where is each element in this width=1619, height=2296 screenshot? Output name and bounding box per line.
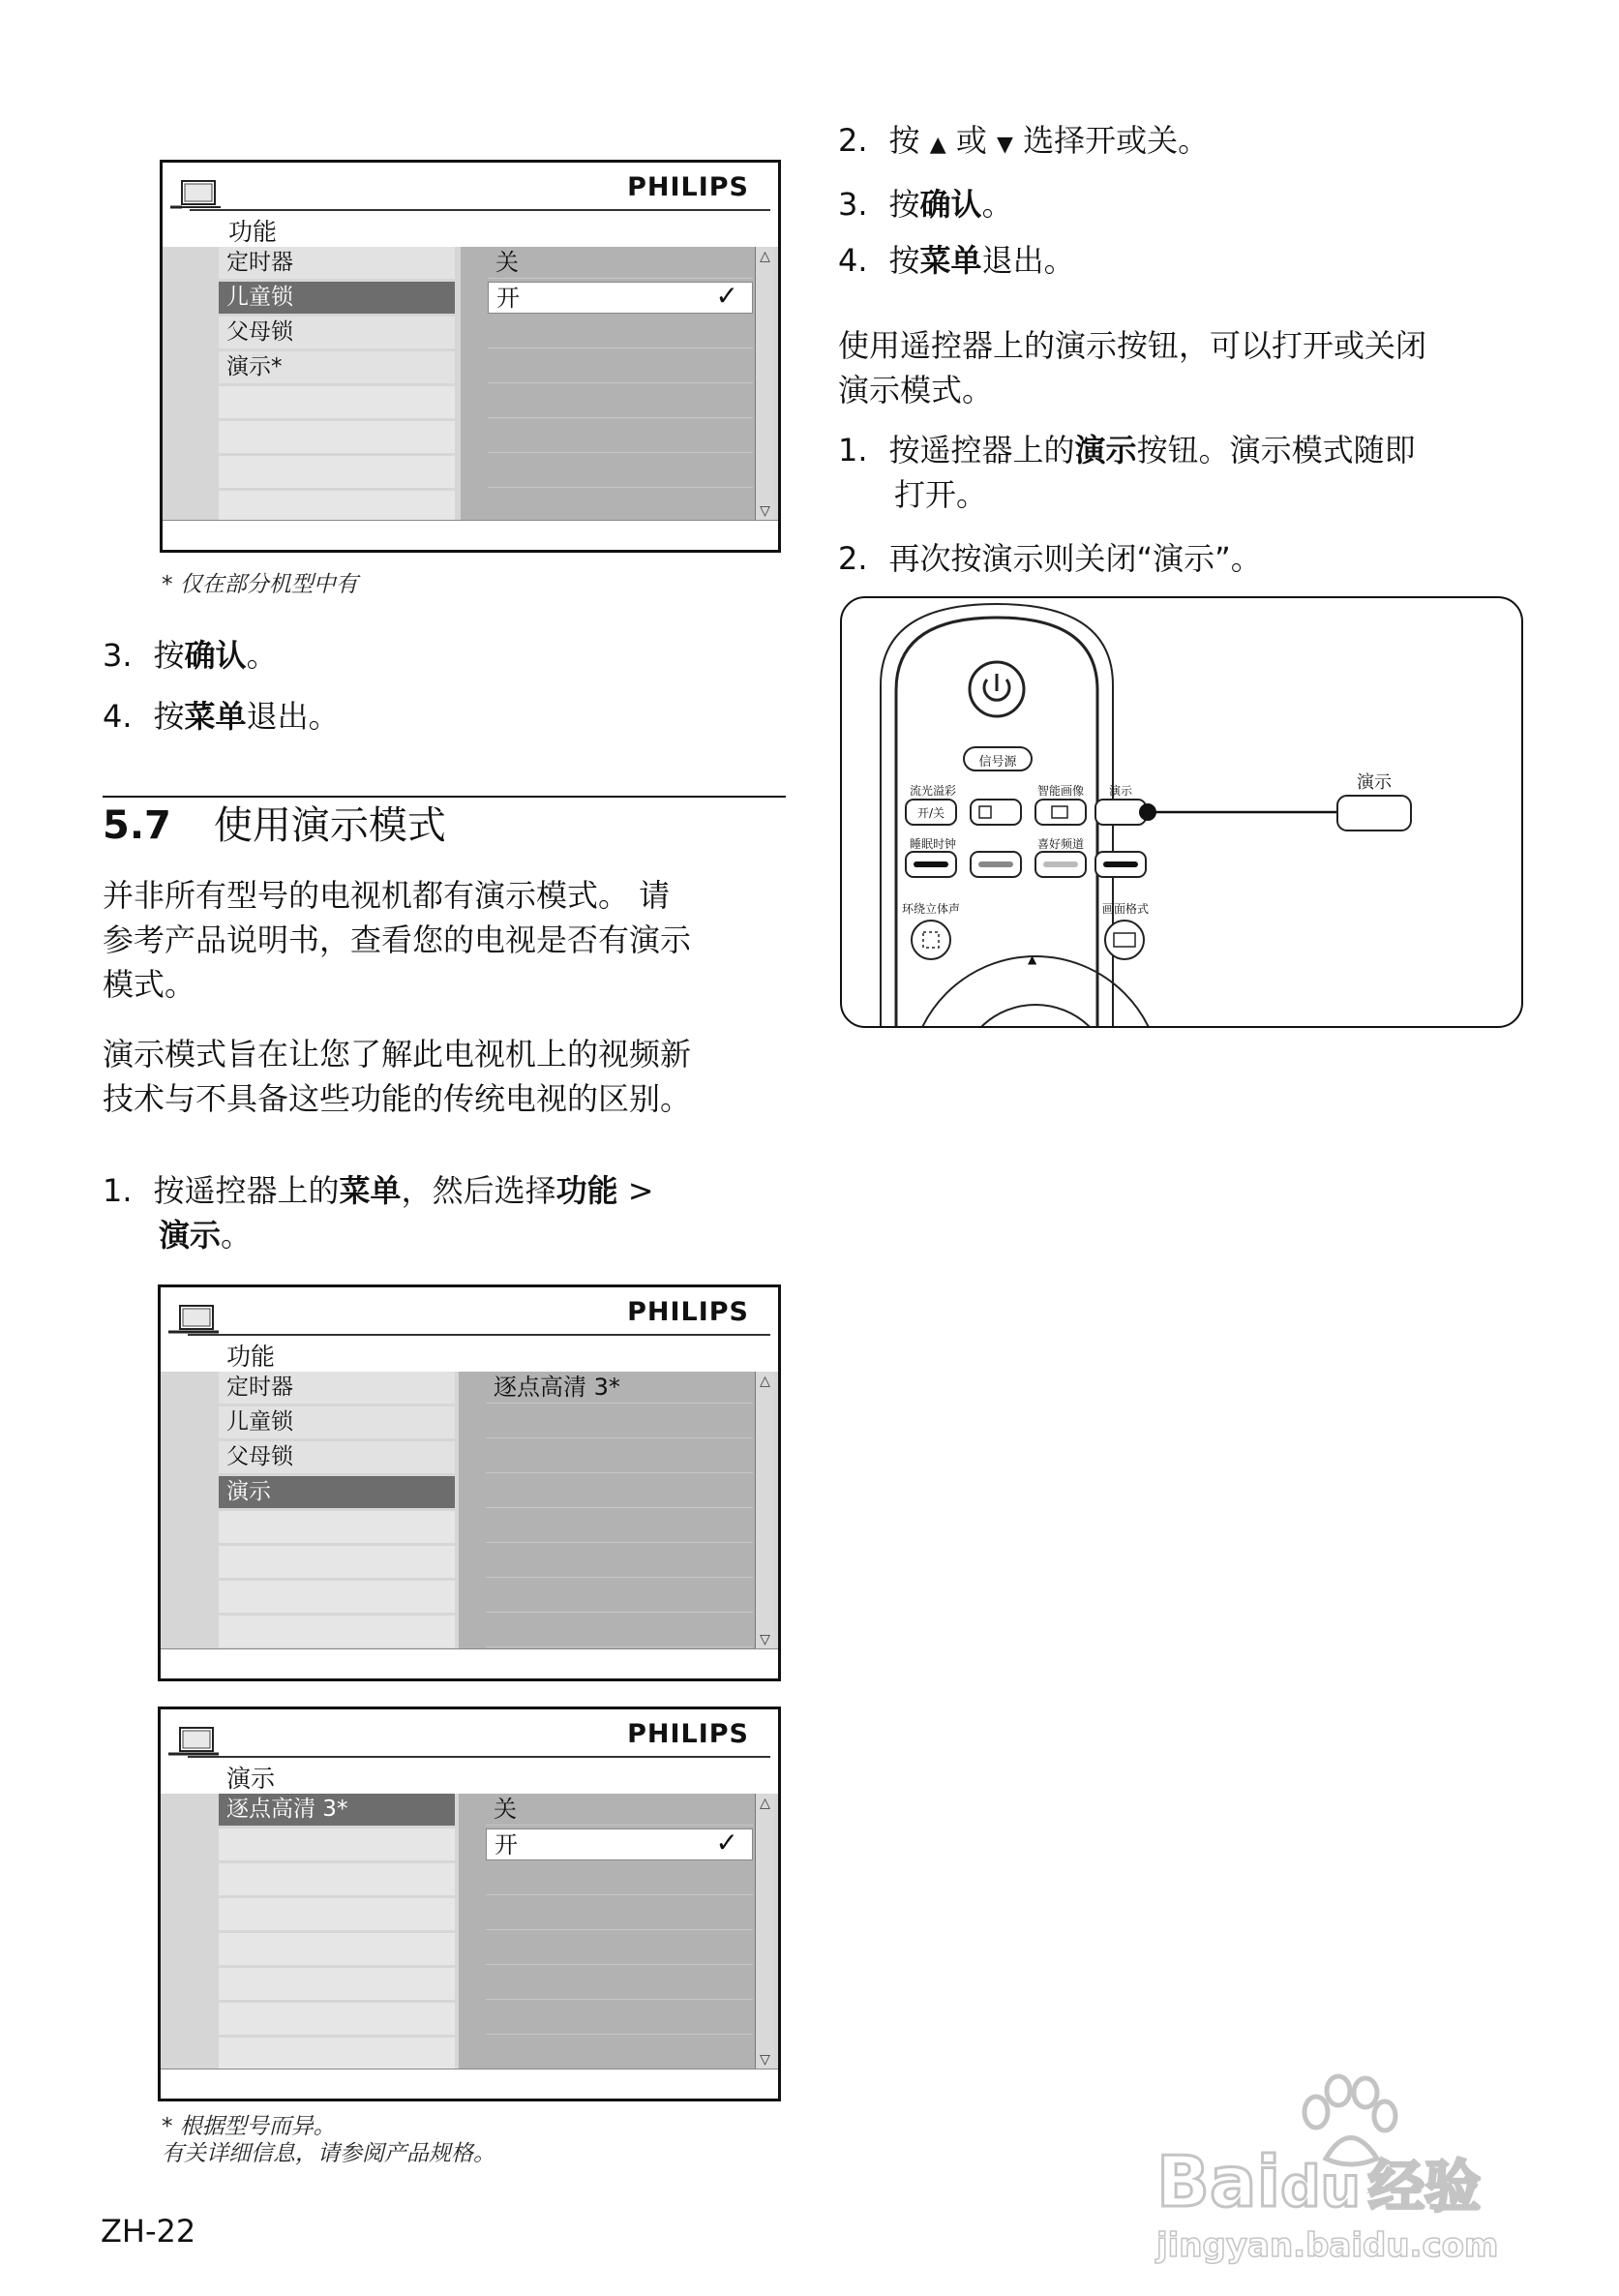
philips-logo: PHILIPS	[627, 1297, 749, 1327]
step-keyword: 菜单	[919, 242, 982, 279]
menu-screenshot-1	[160, 160, 781, 553]
menu-screenshot-2	[158, 1284, 781, 1681]
menu-icon-button	[971, 800, 1021, 825]
option-empty	[486, 1511, 753, 1543]
section-title: 使用演示模式	[213, 803, 446, 848]
step-keyword: 菜单	[339, 1172, 402, 1209]
menu-title: 功能	[228, 218, 278, 246]
tv-icon	[168, 178, 223, 221]
step-text: 按	[888, 242, 920, 279]
step-text: 。	[981, 186, 1013, 223]
option-empty	[486, 1546, 753, 1578]
step-number: 2.	[838, 122, 868, 159]
menu-item-child-lock[interactable]: 儿童锁	[219, 1406, 455, 1438]
step-confirm-right	[838, 182, 1013, 227]
menu-item-parental-lock[interactable]: 父母锁	[219, 317, 455, 348]
step-number: 3.	[838, 186, 868, 223]
step-text: 按	[888, 186, 920, 223]
menu-item-empty	[219, 1898, 455, 1930]
step-keyword: 菜单	[184, 698, 247, 735]
menu-item-empty	[219, 421, 455, 453]
paragraph-line: 模式。	[103, 966, 196, 1003]
step-number: 2.	[838, 540, 868, 577]
scroll-down-icon[interactable]: ▽	[760, 503, 770, 519]
step-text: 按	[153, 698, 185, 735]
step-select-on-off	[838, 118, 1209, 167]
step-text: 按	[153, 637, 185, 674]
ambilight-label: 流光溢彩	[909, 784, 956, 798]
option-empty	[486, 1898, 753, 1930]
intro-paragraph	[103, 873, 691, 1007]
up-arrow-icon: ▲	[1028, 952, 1037, 966]
step-number: 1.	[838, 432, 868, 468]
step-text: 按遥控器上的	[153, 1172, 340, 1209]
menu-item-demo[interactable]: 演示	[219, 1476, 455, 1508]
step-press-again	[838, 536, 1262, 581]
menu-right-list	[459, 1372, 757, 1649]
menu-item-empty	[219, 1863, 455, 1895]
option-on-label: 开	[496, 285, 520, 312]
favourite-label: 喜好频道	[1036, 837, 1084, 851]
paragraph-line: 并非所有型号的电视机都有演示模式。 请	[103, 877, 671, 914]
step-keyword: 演示	[159, 1217, 222, 1254]
scroll-down-icon[interactable]: ▽	[760, 2052, 770, 2068]
menu-footer	[161, 2069, 778, 2099]
option-empty	[488, 386, 753, 418]
menu-item-empty	[219, 1546, 455, 1578]
step-text: 按遥控器上的	[888, 432, 1075, 468]
footnote-line: * 根据型号而异。	[162, 2114, 336, 2139]
checkmark-icon: ✓	[715, 280, 738, 312]
smart-picture-label: 智能画像	[1036, 784, 1084, 798]
option-empty	[486, 1476, 753, 1508]
divider	[188, 1756, 770, 1758]
menu-body	[163, 247, 778, 521]
paragraph-line: 演示模式旨在让您了解此电视机上的视频新	[103, 1036, 692, 1072]
step-text: 选择开或关。	[1012, 122, 1210, 159]
remote-illustration	[840, 596, 1523, 1028]
menu-item-empty	[219, 456, 455, 488]
section-rule	[103, 796, 786, 798]
menu-item-timer[interactable]: 定时器	[219, 247, 455, 279]
option-empty	[486, 1441, 753, 1473]
step-press-demo	[838, 428, 1416, 517]
baidu-watermark	[1156, 2073, 1534, 2267]
step-number: 4.	[103, 698, 133, 735]
tv-icon	[166, 1725, 221, 1767]
menu-item-empty	[219, 2003, 455, 2035]
option-off[interactable]: 关	[486, 1794, 753, 1826]
step-text: >	[617, 1172, 654, 1209]
option-empty	[486, 1968, 753, 2000]
scroll-up-icon[interactable]: △	[760, 1374, 770, 1389]
callout-demo-button	[1337, 796, 1411, 831]
menu-footer	[163, 520, 778, 550]
step-text: 打开。	[894, 476, 988, 513]
watermark-service: 经验	[1367, 2154, 1481, 2220]
menu-item-empty	[219, 2038, 455, 2069]
menu-left-list	[219, 1794, 455, 2072]
section-number: 5.7	[103, 803, 171, 848]
footnote-line: 有关详细信息，请参阅产品规格。	[162, 2141, 495, 2166]
menu-item-demo[interactable]: 演示*	[219, 351, 455, 383]
surround-label: 环绕立体声	[901, 902, 960, 916]
step-number: 3.	[103, 637, 133, 674]
down-arrow-icon: ▼	[997, 133, 1013, 157]
menu1-footnote: * 仅在部分机型中有	[162, 572, 358, 597]
option-empty	[486, 1616, 753, 1647]
step-keyword: 确认	[919, 186, 982, 223]
menu3-footnotes	[162, 2113, 495, 2167]
step-text: 退出。	[981, 242, 1075, 279]
callout-demo-label: 演示	[1357, 772, 1392, 793]
option-on[interactable]	[488, 282, 753, 314]
menu-left-list	[219, 1372, 455, 1650]
step-confirm	[103, 633, 278, 678]
menu-item-empty	[219, 1511, 455, 1543]
menu-item-parental-lock[interactable]: 父母锁	[219, 1441, 455, 1473]
option-off[interactable]: 关	[488, 247, 753, 279]
section-heading	[103, 800, 446, 852]
step-number: 1.	[103, 1172, 133, 1209]
menu-item-empty	[219, 1828, 455, 1860]
checkmark-icon: ✓	[715, 1827, 738, 1858]
paragraph-line: 参考产品说明书，查看您的电视是否有演示	[103, 921, 692, 958]
option-empty	[486, 1933, 753, 1965]
step-keyword: 演示	[1074, 432, 1137, 468]
step-menu-exit	[103, 694, 340, 739]
demo-button	[1095, 800, 1146, 825]
option-empty	[486, 1581, 753, 1613]
menu-left-list	[219, 247, 455, 526]
sleep-label: 睡眠时钟	[909, 837, 956, 851]
option-empty	[488, 317, 753, 348]
up-arrow-icon: ▲	[929, 133, 946, 157]
step-menu-exit-right	[838, 238, 1075, 283]
option-empty	[486, 1406, 753, 1438]
watermark-brand: Bai	[1156, 2141, 1281, 2222]
step-text: 退出。	[246, 698, 340, 735]
menu-item-empty	[219, 1581, 455, 1613]
paragraph-line: 使用遥控器上的演示按钮，可以打开或关闭	[838, 327, 1427, 364]
philips-logo: PHILIPS	[627, 1719, 749, 1749]
remote-demo-paragraph	[838, 323, 1426, 412]
option-empty	[488, 421, 753, 453]
step-text: 按钮。演示模式随即	[1136, 432, 1416, 468]
menu-item-empty	[219, 491, 455, 523]
step-number: 4.	[838, 242, 868, 279]
philips-logo: PHILIPS	[627, 172, 749, 202]
page-number: ZH-22	[101, 2213, 196, 2250]
smart-picture-button	[1035, 800, 1086, 825]
scroll-up-icon[interactable]: △	[760, 249, 770, 264]
step-text: ，然后选择	[401, 1172, 556, 1209]
format-button	[1105, 921, 1144, 959]
step-keyword: 功能	[555, 1172, 618, 1209]
menu-screenshot-3	[158, 1707, 781, 2101]
menu-footer	[161, 1648, 778, 1678]
step-open-menu	[103, 1168, 654, 1257]
scroll-up-icon[interactable]: △	[760, 1796, 770, 1811]
format-label: 画面格式	[1101, 902, 1149, 916]
menu-body	[161, 1794, 778, 2069]
menu-item-pixel-plus[interactable]: 逐点高清 3*	[219, 1794, 455, 1826]
step-keyword: 确认	[184, 637, 247, 674]
option-empty	[488, 351, 753, 383]
tv-icon	[166, 1303, 221, 1345]
step-text: 。	[221, 1217, 253, 1254]
option-empty	[486, 2003, 753, 2035]
option-empty	[488, 456, 753, 488]
watermark-brand-du: du	[1280, 2154, 1361, 2220]
menu-body	[161, 1372, 778, 1649]
purpose-paragraph	[103, 1032, 691, 1121]
menu-item-empty	[219, 1933, 455, 1965]
step-text: 再次按演示则关闭“演示”。	[888, 540, 1262, 577]
paragraph-line: 技术与不具备这些功能的传统电视的区别。	[103, 1080, 692, 1117]
watermark-url: jingyan.baidu.com	[1156, 2226, 1499, 2265]
source-label: 信号源	[978, 755, 1017, 770]
menu-title: 演示	[226, 1765, 276, 1793]
scroll-down-icon[interactable]: ▽	[760, 1632, 770, 1647]
option-pixel-plus[interactable]: 逐点高清 3*	[486, 1372, 753, 1404]
divider	[190, 209, 770, 211]
menu-item-empty	[219, 1616, 455, 1647]
step-text: 按	[888, 122, 930, 159]
menu-item-empty	[219, 386, 455, 418]
scrollbar[interactable]	[755, 247, 774, 521]
option-on-label: 开	[495, 1831, 518, 1858]
surround-button	[912, 921, 950, 959]
option-on[interactable]	[486, 1828, 753, 1860]
option-empty	[486, 1863, 753, 1895]
paragraph-line: 演示模式。	[838, 372, 994, 408]
ambilight-button-label[interactable]: 开/关	[916, 806, 945, 820]
menu-right-list	[461, 247, 757, 521]
step-text: 或	[945, 122, 997, 159]
menu-title: 功能	[226, 1343, 276, 1371]
scrollbar[interactable]	[755, 1794, 774, 2069]
divider	[188, 1334, 770, 1336]
step-text: 。	[246, 637, 278, 674]
menu-item-empty	[219, 1968, 455, 2000]
menu-right-list	[459, 1794, 757, 2069]
menu-item-child-lock[interactable]: 儿童锁	[219, 282, 455, 314]
scrollbar[interactable]	[755, 1372, 774, 1649]
demo-small-label: 演示	[1108, 784, 1132, 798]
menu-item-timer[interactable]: 定时器	[219, 1372, 455, 1404]
